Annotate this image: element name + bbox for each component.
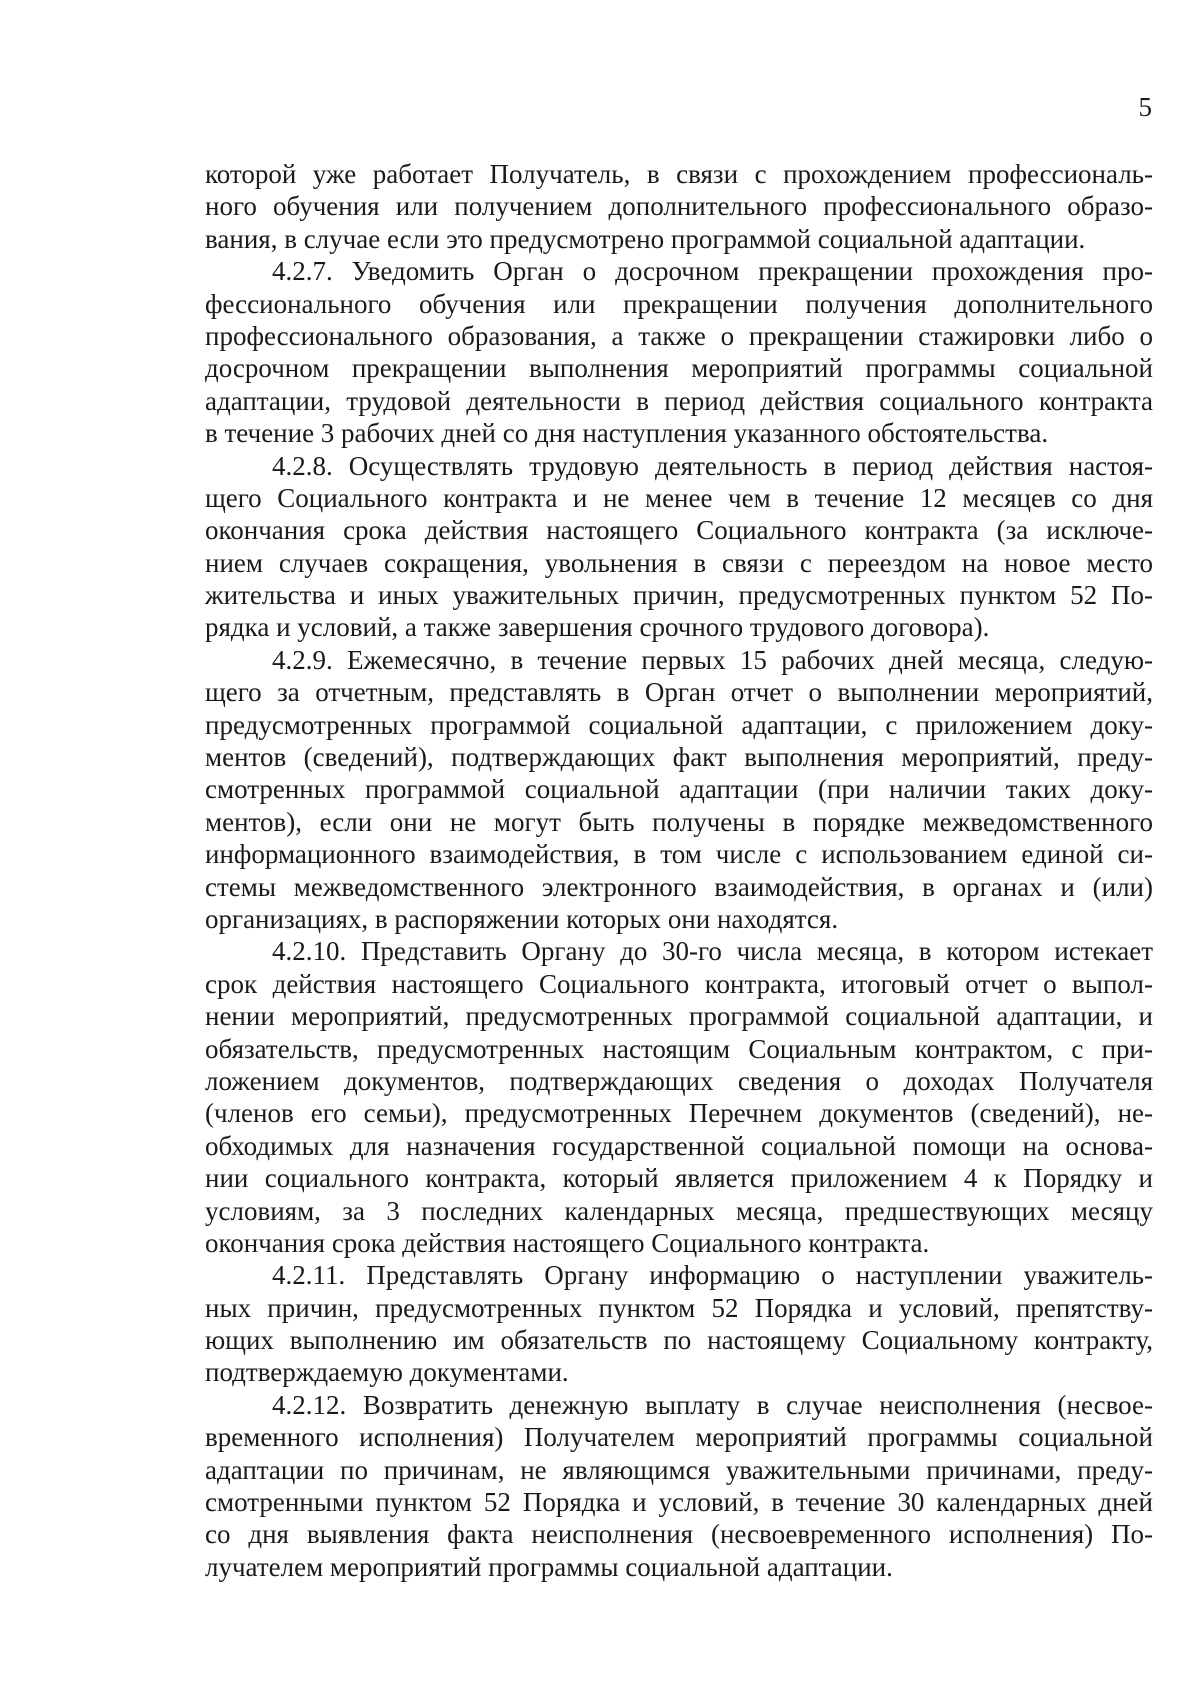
text-line: нии социального контракта, который является приложением 4 к Порядку и: [205, 1163, 1153, 1194]
text-line: 4.2.8. Осуществлять трудовую деятельность в период действия настоя-: [272, 450, 1153, 481]
text-line: профессионального образования, а также о прекращении стажировки либо о: [205, 320, 1153, 351]
text-line: щего за отчетным, представлять в Орган отчет о выполнении мероприятий,: [205, 677, 1153, 708]
text-line: досрочном прекращении выполнения мероприятий программы социальной: [205, 353, 1153, 384]
text-line: лучателем мероприятий программы социальной адаптации.: [205, 1551, 893, 1582]
text-line: смотренных программой социальной адаптации (при наличии таких доку-: [205, 774, 1153, 805]
paragraph-4-2-8: [205, 450, 1153, 644]
text-line: нием случаев сокращения, увольнения в связи с переездом на новое место: [205, 547, 1153, 578]
text-line: которой уже работает Получатель, в связи с прохождением профессиональ-: [205, 159, 1153, 189]
text-line: адаптации по причинам, не являющимся уважительными причинами, преду-: [205, 1454, 1153, 1485]
text-line: окончания срока действия настоящего Социального контракта.: [205, 1227, 930, 1258]
page-number: 5: [1138, 92, 1152, 122]
text-line: 4.2.7. Уведомить Орган о досрочном прекращении прохождения про-: [272, 256, 1153, 287]
text-line: организациях, в распоряжении которых они находятся.: [205, 903, 839, 934]
text-line: 4.2.10. Представить Органу до 30-го числа месяца, в котором истекает: [272, 936, 1153, 967]
text-line: 4.2.9. Ежемесячно, в течение первых 15 рабочих дней месяца, следую-: [272, 644, 1153, 675]
text-line: условиям, за 3 последних календарных месяца, предшествующих месяцу: [205, 1195, 1153, 1226]
document-body: [205, 158, 1153, 1583]
text-line: обходимых для назначения государственной социальной помощи на основа-: [205, 1130, 1153, 1161]
paragraph-4-2-9: [205, 644, 1153, 936]
text-line: ложением документов, подтверждающих сведения о доходах Получателя: [205, 1065, 1153, 1096]
text-line: временного исполнения) Получателем мероприятий программы социальной: [205, 1422, 1153, 1453]
text-line: вания, в случае если это предусмотрено программой социальной адаптации.: [205, 223, 1086, 254]
paragraph-continuation: [205, 158, 1153, 255]
text-line: щего Социального контракта и не менее чем в течение 12 месяцев со дня: [205, 482, 1153, 513]
text-line: срок действия настоящего Социального контракта, итоговый отчет о выпол-: [205, 968, 1153, 999]
paragraph-4-2-7: [205, 255, 1153, 449]
text-line: ментов), если они не могут быть получены в порядке межведомственного: [205, 806, 1153, 837]
text-line: подтверждаемую документами.: [205, 1357, 569, 1388]
text-line: в течение 3 рабочих дней со дня наступления указанного обстоятельства.: [205, 418, 1049, 449]
text-line: адаптации, трудовой деятельности в период действия социального контракта: [205, 385, 1153, 416]
text-line: предусмотренных программой социальной адаптации, с приложением доку-: [205, 709, 1153, 740]
text-line: информационного взаимодействия, в том числе с использованием единой си-: [205, 839, 1153, 870]
paragraph-4-2-11: [205, 1259, 1153, 1389]
text-line: ных причин, предусмотренных пунктом 52 Порядка и условий, препятству-: [205, 1292, 1153, 1323]
text-line: 4.2.12. Возвратить денежную выплату в случае неисполнения (несвое-: [272, 1389, 1153, 1420]
text-line: рядка и условий, а также завершения срочного трудового договора).: [205, 612, 990, 643]
text-line: стемы межведомственного электронного взаимодействия, в органах и (или): [205, 871, 1153, 902]
text-line: нении мероприятий, предусмотренных программой социальной адаптации, и: [205, 1001, 1153, 1032]
text-line: ного обучения или получением дополнительного профессионального образо-: [205, 191, 1153, 222]
text-line: смотренными пунктом 52 Порядка и условий, в течение 30 календарных дней: [205, 1487, 1153, 1518]
text-line: (членов его семьи), предусмотренных Перечнем документов (сведений), не-: [205, 1098, 1153, 1129]
text-line: обязательств, предусмотренных настоящим Социальным контрактом, с при-: [205, 1033, 1153, 1064]
text-line: окончания срока действия настоящего Социального контракта (за исключе-: [205, 515, 1153, 546]
paragraph-4-2-10: [205, 935, 1153, 1259]
text-line: фессионального обучения или прекращении получения дополнительного: [205, 288, 1153, 319]
text-line: 4.2.11. Представлять Органу информацию о наступлении уважитель-: [272, 1260, 1153, 1291]
text-line: жительства и иных уважительных причин, предусмотренных пунктом 52 По-: [205, 580, 1153, 611]
paragraph-4-2-12: [205, 1389, 1153, 1583]
text-line: со дня выявления факта неисполнения (несвоевременного исполнения) По-: [205, 1519, 1153, 1550]
text-line: ментов (сведений), подтверждающих факт выполнения мероприятий, преду-: [205, 742, 1153, 773]
text-line: ющих выполнению им обязательств по настоящему Социальному контракту,: [205, 1325, 1153, 1356]
